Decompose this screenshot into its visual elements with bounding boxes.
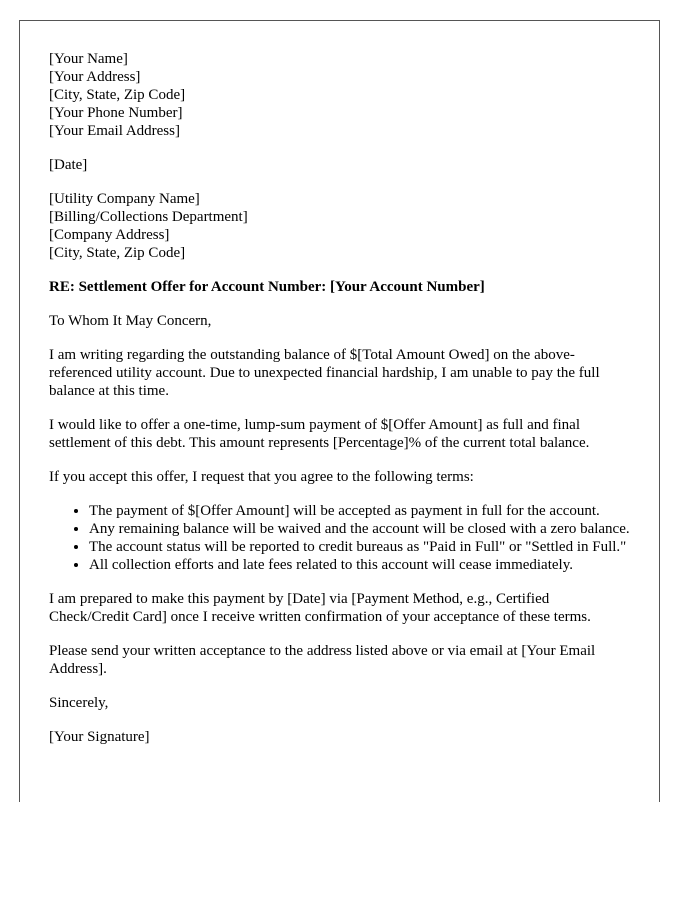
closing-paragraph: I am prepared to make this payment by [Date] via [Payment Method, e.g., Certified Check/Credit Card] once I receive written confirmation of your acceptance of these terms. [49,591,591,625]
terms-list-item: • The payment of $[Offer Amount] will be accepted as payment in full for the account. [89,502,630,520]
recipient-company: [Utility Company Name] [49,191,200,207]
salutation: To Whom It May Concern, [49,313,212,329]
closing-paragraph: Please send your written acceptance to the address listed above or via email at [Your Email Address]. [49,643,596,677]
sender-block [49,50,630,140]
date-line: [Date] [49,157,88,173]
subject-line: RE: Settlement Offer for Account Number: [Your Account Number] [49,279,485,295]
body-paragraph: I am writing regarding the outstanding balance of $[Total Amount Owed] on the above-referenced utility account. Due to unexpected financial hardship, I am unable to pay the full balance at this time. [49,347,600,399]
sender-phone: [Your Phone Number] [49,105,183,121]
recipient-block [49,190,630,262]
signature-line: [Your Signature] [49,729,150,745]
terms-list [49,502,630,574]
recipient-address: [Company Address] [49,227,170,243]
body-paragraph: I would like to offer a one-time, lump-sum payment of $[Offer Amount] as full and final settlement of this debt. This amount represents [Percentage]% of the current total balance. [49,417,590,451]
sign-off: Sincerely, [49,695,109,711]
sender-city-state-zip: [City, State, Zip Code] [49,87,186,103]
terms-list-item: • The account status will be reported to credit bureaus as "Paid in Full" or "Settled in Full." [89,538,630,556]
terms-list-item: • All collection efforts and late fees related to this account will cease immediately. [89,556,630,574]
letter-page [19,20,660,802]
recipient-department: [Billing/Collections Department] [49,209,248,225]
body-paragraph: If you accept this offer, I request that you agree to the following terms: [49,469,474,485]
sender-name: [Your Name] [49,51,128,67]
recipient-city-state-zip: [City, State, Zip Code] [49,245,186,261]
sender-email: [Your Email Address] [49,123,180,139]
terms-list-item: • Any remaining balance will be waived and the account will be closed with a zero balance. [89,520,630,538]
sender-address: [Your Address] [49,69,141,85]
